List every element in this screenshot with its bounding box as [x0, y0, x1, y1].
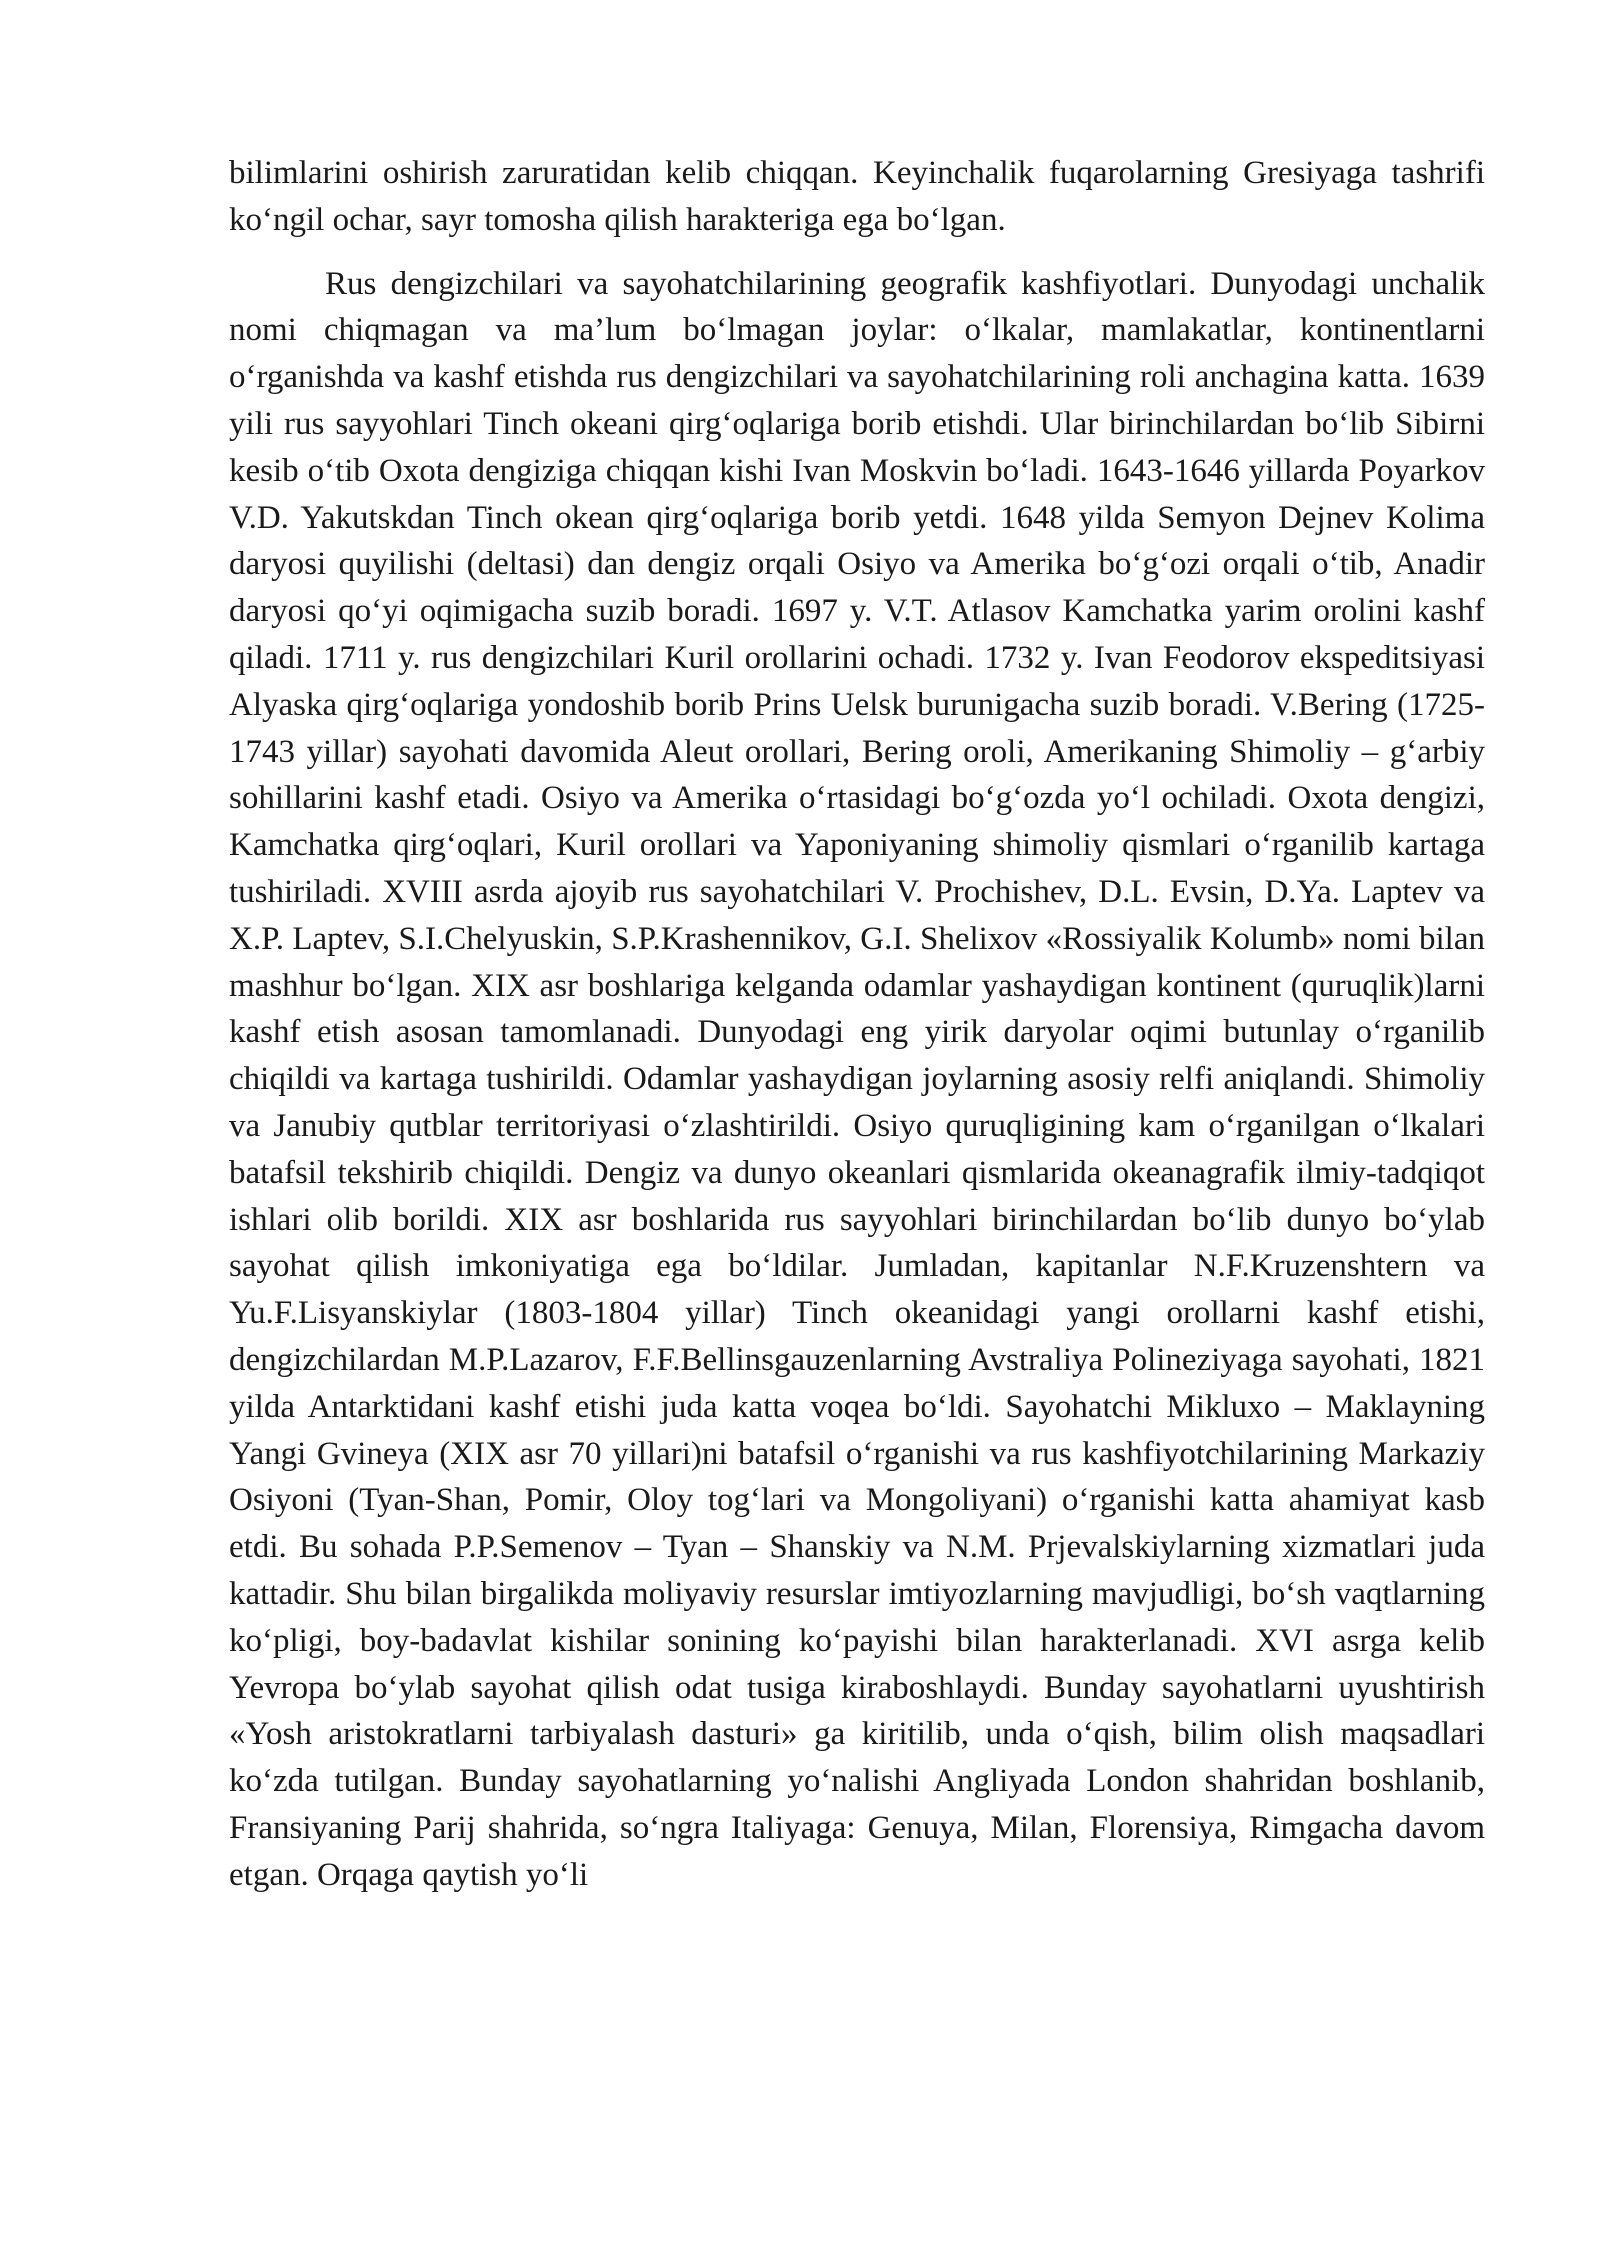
body-text — [229, 150, 1485, 1898]
paragraph-continuation: bilimlarini oshirish zaruratidan kelib chiqqan. Keyinchalik fuqarolarning Gresiyaga tashrifi ko‘ngil ochar, sayr tomosha qilish harakteriga ega bo‘lgan. — [229, 155, 1485, 238]
paragraph-geographic-discoveries: Rus dengizchilari va sayohatchilarining geografik kashfiyotlari. Dunyodagi unchalik nomi chiqmagan va ma’lum bo‘lmagan joylar: o‘lkalar, mamlakatlar, kontinentlarni o‘rganishda va kashf etishda rus dengizchilari va sayohatchilarining roli anchagina katta. 1639 yili rus sayyohlari Tinch okeani qirg‘oqlariga borib etishdi. Ular birinchilardan bo‘lib Sibirni kesib o‘tib Oxota dengiziga chiqqan kishi Ivan Moskvin bo‘ladi. 1643-1646 yillarda Poyarkov V.D. Yakutskdan Tinch okean qirg‘oqlariga borib yetdi. 1648 yilda Semyon Dejnev Kolima daryosi quyilishi (deltasi) dan dengiz orqali Osiyo va Amerika bo‘g‘ozi orqali o‘tib, Anadir daryosi qo‘yi oqimigacha suzib boradi. 1697 y. V.T. Atlasov Kamchatka yarim orolini kashf qiladi. 1711 y. rus dengizchilari Kuril orollarini ochadi. 1732 y. Ivan Feodorov ekspeditsiyasi Alyaska qirg‘oqlariga yondoshib borib Prins Uelsk burunigacha suzib boradi. V.Bering (1725-1743 yillar) sayohati davomida Aleut orollari, Bering oroli, Amerikaning Shimoliy – g‘arbiy sohillarini kashf etadi. Osiyo va Amerika o‘rtasidagi bo‘g‘ozda yo‘l ochiladi. Oxota dengizi, Kamchatka qirg‘oqlari, Kuril orollari va Yaponiyaning shimoliy qismlari o‘rganilib kartaga tushiriladi. XVIII asrda ajoyib rus sayohatchilari V. Prochishev, D.L. Evsin, D.Ya. Laptev va X.P. Laptev, S.I.Chelyuskin, S.P.Krashennikov, G.I. Shelixov «Rossiyalik Kolumb» nomi bilan mashhur bo‘lgan. XIX asr boshlariga kelganda odamlar yashaydigan kontinent (quruqlik)larni kashf etish asosan tamomlanadi. Dunyodagi eng yirik daryolar oqimi butunlay o‘rganilib chiqildi va kartaga tushirildi. Odamlar yashaydigan joylarning asosiy relfi aniqlandi. Shimoliy va Janubiy qutblar territoriyasi o‘zlashtirildi. Osiyo quruqligining kam o‘rganilgan o‘lkalari batafsil tekshirib chiqildi. Dengiz va dunyo okeanlari qismlarida okeanagrafik ilmiy-tadqiqot ishlari olib borildi. XIX asr boshlarida rus sayyohlari birinchilardan bo‘lib dunyo bo‘ylab sayohat qilish imkoniyatiga ega bo‘ldilar. Jumladan, kapitanlar N.F.Kruzenshtern va Yu.F.Lisyanskiylar (1803-1804 yillar) Tinch okeanidagi yangi orollarni kashf etishi, dengizchilardan M.P.Lazarov, F.F.Bellinsgauzenlarning Avstraliya Polineziyaga sayohati, 1821 yilda Antarktidani kashf etishi juda katta voqea bo‘ldi. Sayohatchi Mikluxo – Maklayning Yangi Gvineya (XIX asr 70 yillari)ni batafsil o‘rganishi va rus kashfiyotchilarining Markaziy Osiyoni (Tyan-Shan, Pomir, Oloy tog‘lari va Mongoliyani) o‘rganishi katta ahamiyat kasb etdi. Bu sohada P.P.Semenov – Tyan – Shanskiy va N.M. Prjevalskiylarning xizmatlari juda kattadir. Shu bilan birgalikda moliyaviy resurslar imtiyozlarning mavjudligi, bo‘sh vaqtlarning ko‘pligi, boy-badavlat kishilar sonining ko‘payishi bilan harakterlanadi. XVI asrga kelib Yevropa bo‘ylab sayohat qilish odat tusiga kiraboshlaydi. Bunday sayohatlarni uyushtirish «Yosh aristokratlarni tarbiyalash dasturi» ga kiritilib, unda o‘qish, bilim olish maqsadlari ko‘zda tutilgan. Bunday sayohatlarning yo‘nalishi Angliyada London shahridan boshlanib, Fransiyaning Parij shahrida, so‘ngra Italiyaga: Genuya, Milan, Florensiya, Rimgacha davom etgan. Orqaga qaytish yo‘li — [229, 265, 1485, 1893]
